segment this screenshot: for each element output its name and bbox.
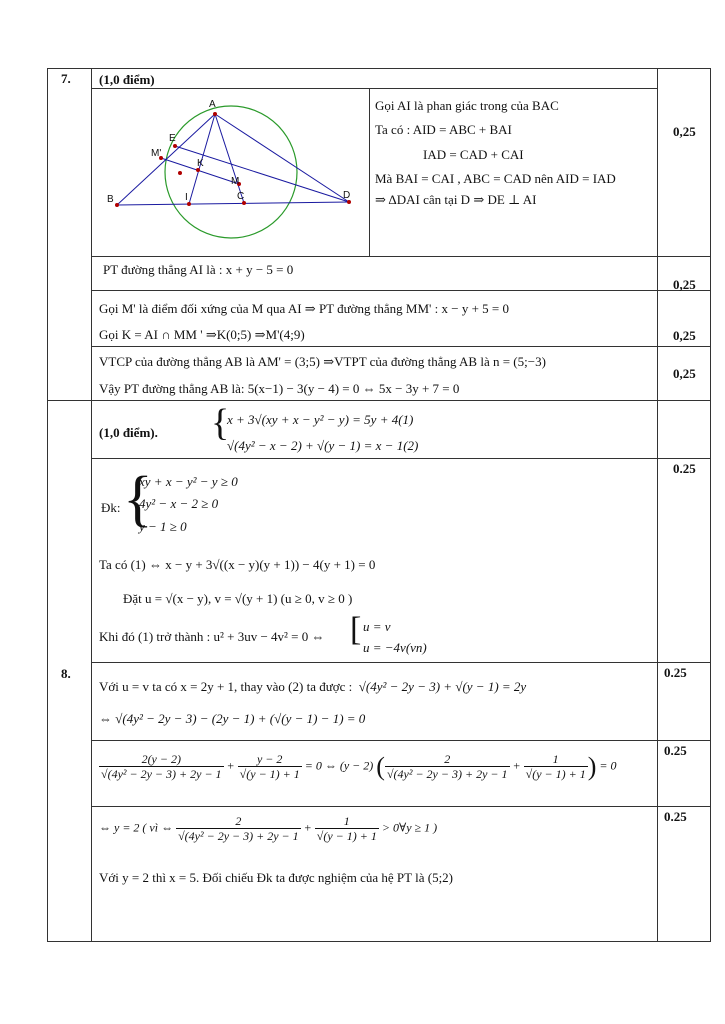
cases-bracket: [ (350, 611, 362, 648)
dk-brace: { (123, 465, 153, 533)
label-e: E (169, 133, 176, 144)
score-7-1: 0,25 (673, 124, 696, 139)
score-7-3: 0,25 (673, 328, 696, 343)
label-d: D (343, 190, 351, 201)
step-ab-1: VTCP của đường thẳng AB là AM' = (3;5) ⇒VTPT của đường thẳng AB là n = (5;−3) (99, 354, 546, 369)
step-line-ai: PT đường thẳng AI là : x + y − 5 = 0 (103, 262, 294, 277)
score-8-1: 0.25 (673, 461, 696, 476)
table-border-bottom (47, 941, 711, 942)
transform-line: Ta có (1) ⇔ x − y + 3√((x − y)(y + 1)) − 4(y + 1) = 0 (99, 557, 376, 572)
dk-cond-3: y − 1 ≥ 0 (139, 519, 187, 534)
case-1: u = v (363, 619, 391, 634)
answer-table (47, 68, 711, 942)
result-line: ⇔ y = 2 ( vì ⇔ $\frac{2}{\text{√(4y² − 2y − 3) + 2y − 1}}$ + $\frac{1}{√(y - 1) + 1}$ > 0∀y ≥ 1 ) (99, 814, 438, 844)
proof-line-4: Mà BAI = CAI , ABC = CAD nên AID = IAD (375, 171, 616, 186)
case-text: Với u = v ta có x = 2y + 1, thay vào (2) ta được : (99, 679, 353, 694)
factor-line: Khi đó (1) trở thành : u² + 3uv − 4v² = 0 ⇔ (99, 629, 325, 644)
row-divider (91, 806, 711, 807)
system-brace: { (211, 402, 230, 444)
label-i: I (185, 192, 188, 203)
case-2: u = −4v(vn) (363, 640, 427, 655)
label-b: B (107, 194, 114, 205)
step-mm-2: Gọi K = AI ∩ MM ' ⇒K(0;5) ⇒M'(4;9) (99, 327, 305, 342)
conjugate-equation: $\frac{2(y - 2)}{\text{√(4y² − 2y − 3) + 2y − 1}}$ + $\frac{y - 2}{√(y - 1) + 1}$ = 0 ⇔ (y − 2) ( $\frac{2}{\text{√(4y² − 2y − 3) + 2y − 1}}$ + $\frac{1}{√(y - 1) + 1}$ ) = 0 (101, 751, 617, 782)
figure-proof-divider (369, 88, 370, 256)
fraction-f: $\frac{1}{√(y - 1) + 1}$ (316, 814, 377, 844)
row-divider (91, 458, 711, 459)
row-divider (91, 346, 711, 347)
fraction-d: $\frac{1}{√(y - 1) + 1}$ (525, 751, 586, 782)
system-eq-1: x + 3√(xy + x − y² − y) = 5y + 4(1) (227, 412, 414, 427)
label-c: C (237, 191, 245, 202)
fraction-b: $\frac{y - 2}{√(y - 1) + 1}$ (239, 751, 300, 782)
label-a: A (209, 99, 216, 110)
column-divider-score (657, 68, 658, 942)
row-divider (91, 290, 711, 291)
dk-cond-1: xy + x − y² − y ≥ 0 (139, 474, 238, 489)
dk-cond-2: 4y² − x − 2 ≥ 0 (139, 496, 219, 511)
row-divider-question (47, 400, 711, 401)
label-k: K (197, 158, 204, 169)
system-eq-2: √(4y² − x − 2) + √(y − 1) = x − 1(2) (227, 438, 419, 453)
score-8-2: 0.25 (664, 665, 687, 680)
table-border-left (47, 68, 48, 942)
fraction-c: $\frac{2}{\text{√(4y² − 2y − 3) + 2y − 1}}$ (386, 751, 508, 782)
table-border-right (710, 68, 711, 942)
score-7-2: 0,25 (673, 277, 696, 292)
proof-line-5: ⇒ ΔDAI cân tại D ⇒ DE ⊥ AI (375, 192, 537, 207)
case-equation: √(4y² − 2y − 3) + √(y − 1) = 2y (358, 679, 527, 694)
points-header: (1,0 điểm) (99, 72, 155, 87)
proof-line-3: IAD = CAD + CAI (423, 147, 524, 162)
question-number-8: 8. (61, 666, 71, 681)
row-divider (91, 256, 711, 257)
score-7-4: 0,25 (673, 366, 696, 381)
circumcircle (165, 106, 297, 238)
dk-label: Đk: (101, 500, 121, 515)
case-u-eq-v-line (99, 679, 526, 695)
question-number-7: 7. (61, 71, 71, 86)
step-mm-1: Gọi M' là điểm đối xứng của M qua AI ⇒ PT đường thẳng MM' : x − y + 5 = 0 (99, 301, 510, 316)
table-border-top (47, 68, 711, 69)
column-divider-number (91, 68, 92, 942)
final-answer: Với y = 2 thì x = 5. Đối chiếu Đk ta được nghiệm của hệ PT là (5;2) (99, 870, 454, 885)
score-8-3: 0.25 (664, 743, 687, 758)
label-m-prime: M' (151, 148, 162, 159)
rearranged-equation: ⇔ √(4y² − 2y − 3) − (2y − 1) + (√(y − 1) − 1) = 0 (99, 711, 366, 726)
proof-line-2: Ta có : AID = ABC + BAI (375, 122, 512, 137)
score-8-4: 0.25 (664, 809, 687, 824)
geometry-figure (99, 90, 369, 256)
row-divider (91, 740, 711, 741)
points-header-8: (1,0 điểm). (99, 425, 158, 440)
label-m: M (231, 176, 240, 187)
figure-lines (117, 114, 349, 205)
fraction-e: $\frac{2}{\text{√(4y² − 2y − 3) + 2y − 1}}$ (178, 814, 299, 844)
row-divider (91, 88, 658, 89)
row-divider (91, 662, 711, 663)
substitution-line: Đặt u = √(x − y), v = √(y + 1) (u ≥ 0, v ≥ 0 ) (123, 591, 353, 606)
step-ab-2: Vậy PT đường thẳng AB là: 5(x−1) − 3(y − 4) = 0 ⇔ 5x − 3y + 7 = 0 (99, 381, 460, 396)
fraction-a: $\frac{2(y - 2)}{\text{√(4y² − 2y − 3) + 2y − 1}}$ (101, 751, 222, 782)
proof-line-1: Gọi AI là phan giác trong của BAC (375, 98, 559, 113)
